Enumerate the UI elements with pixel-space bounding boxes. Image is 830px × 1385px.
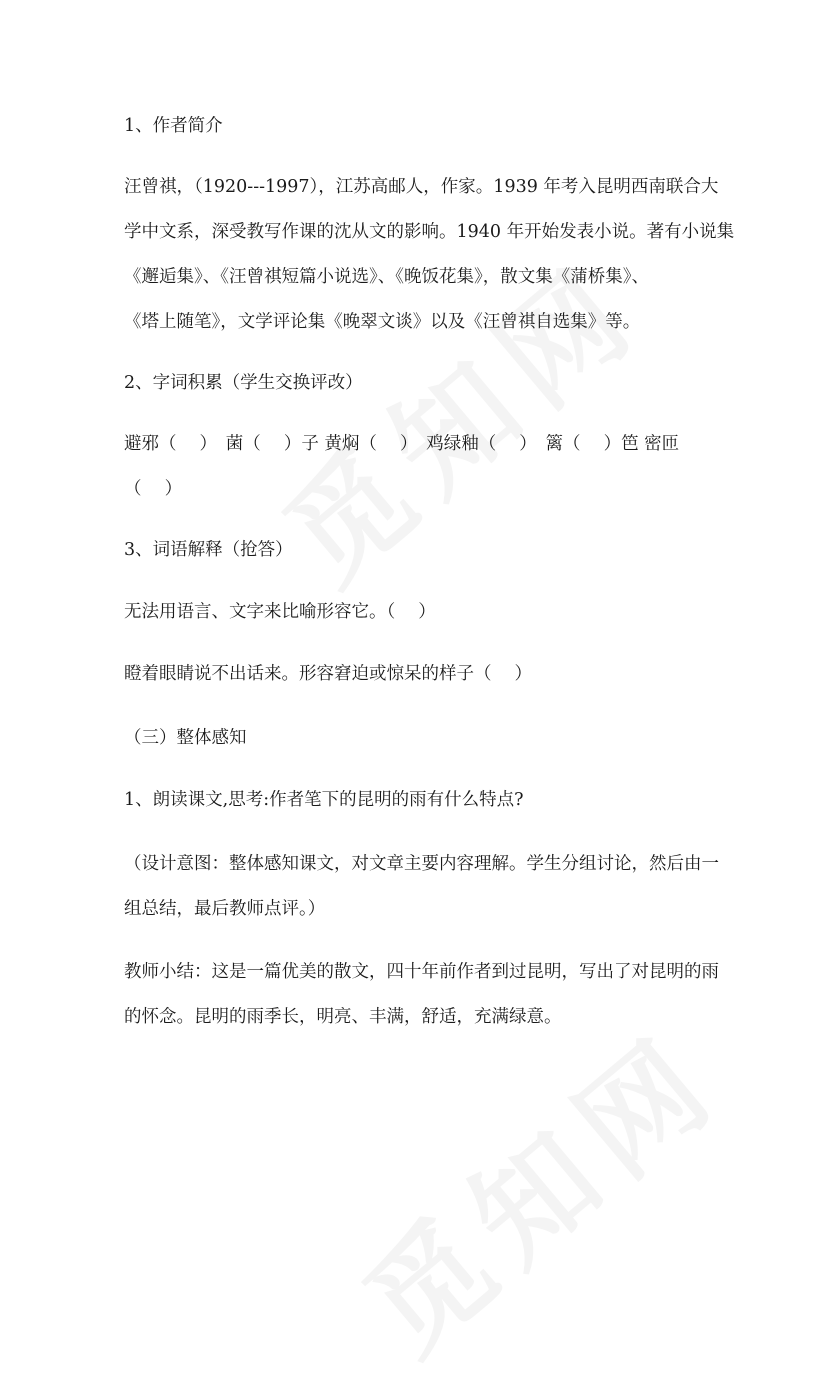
author-line: 《塔上随笔》，文学评论集《晚翠文谈》以及《汪曾祺自选集》等。 bbox=[124, 312, 641, 332]
vocab-heading: 2、字词积累（学生交换评改） bbox=[124, 373, 363, 393]
overall-question: 1、朗读课文,思考:作者笔下的昆明的雨有什么特点? bbox=[124, 790, 524, 810]
explain-heading: 3、词语解释（抢答） bbox=[124, 540, 293, 560]
explain-line: 无法用语言、文字来比喻形容它。（ ） bbox=[124, 602, 436, 622]
watermark bbox=[323, 987, 751, 1385]
design-line: 组总结，最后教师点评。） bbox=[124, 899, 326, 919]
overall-heading: （三）整体感知 bbox=[124, 728, 247, 748]
vocab-line: （ ） bbox=[124, 479, 183, 499]
summary-line: 的怀念。昆明的雨季长，明亮、丰满，舒适，充满绿意。 bbox=[124, 1007, 562, 1027]
vocab-line: 避邪（ ） 菌（ ）子 黄焖（ ） 鸡绿釉（ ） 篱（ ）笆 密匝 bbox=[124, 434, 680, 454]
author-line: 汪曾祺，（1920---1997），江苏高邮人，作家。1939 年考入昆明西南联合大 bbox=[124, 177, 719, 197]
explain-line: 瞪着眼睛说不出话来。形容窘迫或惊呆的样子（ ） bbox=[124, 664, 533, 684]
design-line: （设计意图：整体感知课文，对文章主要内容理解。学生分组讨论，然后由一 bbox=[124, 854, 719, 874]
author-line: 学中文系，深受教写作课的沈从文的影响。1940 年开始发表小说。著有小说集 bbox=[124, 222, 735, 242]
summary-line: 教师小结：这是一篇优美的散文，四十年前作者到过昆明，写出了对昆明的雨 bbox=[124, 962, 719, 982]
author-heading: 1、作者简介 bbox=[124, 116, 223, 136]
author-line: 《邂逅集》、《汪曾祺短篇小说选》、《晚饭花集》，散文集《蒲桥集》、 bbox=[124, 267, 649, 287]
